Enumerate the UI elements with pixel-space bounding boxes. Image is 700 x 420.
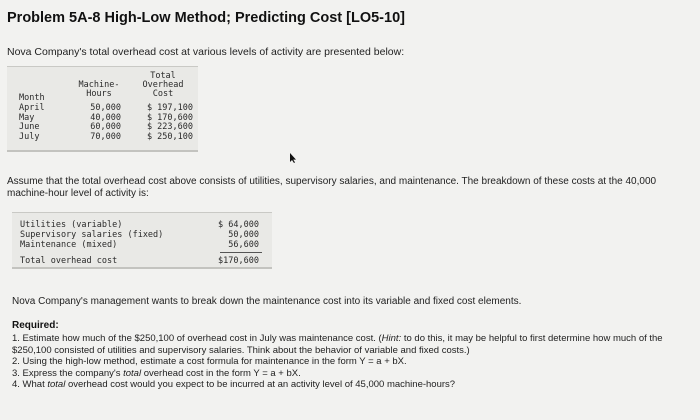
header-month: Month [19,93,45,103]
total-label: Total overhead cost [20,256,118,266]
cell-hours: 50,000 [90,103,121,113]
required-list [12,333,692,391]
breakdown-label: Utilities (variable) [20,220,123,230]
cell-cost: $ 170,600 [146,112,193,123]
requirement-4-text-b: overhead cost would you expect to be incurred at an activity level of 45,000 machine-hours? [65,379,456,390]
breakdown-total-row [12,256,272,266]
cell-month: May [19,112,35,123]
breakdown-amount: $ 64,000 [218,220,259,230]
breakdown-row [12,240,272,250]
assume-text: Assume that the total overhead cost above consists of utilities, supervisory salaries, and maintenance. The breakdown of these costs at the 40,000 machine-hour level of activity is: [7,176,657,199]
cell-hours: 40,000 [90,112,121,123]
page-title: Problem 5A-8 High-Low Method; Predicting Cost [LO5-10] [7,10,405,26]
table-bottom-rule [7,150,198,152]
cell-cost: $ 197,100 [146,103,193,113]
requirement-3-text-a: 3. Express the company's [12,367,124,379]
header-total-line3: Cost [152,89,174,99]
intro-text: Nova Company's total overhead cost at various levels of activity are presented below: [7,46,405,58]
header-total-line2: Overhead [142,80,184,90]
header-total-line1: Total [150,71,176,81]
breakdown-label: Supervisory salaries (fixed) [20,230,164,240]
required-heading: Required: [12,320,59,331]
breakdown-amount: 56,600 [228,240,259,250]
requirement-1 [12,333,692,356]
cell-month: April [19,103,45,113]
activity-table [7,66,198,152]
cell-month: June [19,122,40,132]
table-row [7,103,198,113]
requirement-4 [12,379,692,391]
activity-rows [7,103,198,141]
requirement-3-text-b: overhead cost in the form Y = a + bX. [141,367,301,379]
breakdown-rows [12,220,272,250]
breakdown-row [12,220,272,230]
requirement-1-text: 1. Estimate how much of the $250,100 of overhead cost in July was maintenance cost. ( [12,333,382,344]
cell-cost: $ 250,100 [146,131,193,142]
requirement-3 [12,368,692,380]
breakdown-row [12,230,272,240]
management-text: Nova Company's management wants to break down the maintenance cost into its variable and fixed cost elements. [12,296,522,307]
sum-rule [220,252,262,253]
header-hours-line1: Machine- [78,80,120,90]
table-row [7,113,198,123]
breakdown-bottom-rule [12,267,272,269]
mouse-cursor-icon [289,153,297,163]
requirement-4-text-a: 4. What [12,379,48,390]
header-total-overhead-cost [131,72,195,99]
table-row [7,122,198,132]
header-hours-line2: Hours [86,89,112,99]
requirement-3-emphasis: total [123,367,142,379]
cell-hours: 60,000 [90,122,121,132]
breakdown-amount: 50,000 [228,230,259,240]
requirement-4-emphasis: total [47,379,66,390]
cost-breakdown-table [12,212,272,269]
cell-cost: $ 223,600 [146,122,193,132]
breakdown-label: Maintenance (mixed) [20,240,118,250]
header-machine-hours [71,81,127,99]
table-row [7,132,198,142]
requirement-1-hint-text: to do this, it may be helpful to first determine how much of the $250,100 consisted of utilities and supervisory salaries. Think about the behavior of variable and fixed costs.) [12,333,663,356]
requirement-2: 2. Using the high-low method, estimate a cost formula for maintenance in the form Y = a + bX. [12,356,407,367]
total-amount: $170,600 [218,256,259,266]
hint-label: Hint: [381,333,402,344]
cell-hours: 70,000 [90,131,121,142]
cell-month: July [19,131,40,142]
